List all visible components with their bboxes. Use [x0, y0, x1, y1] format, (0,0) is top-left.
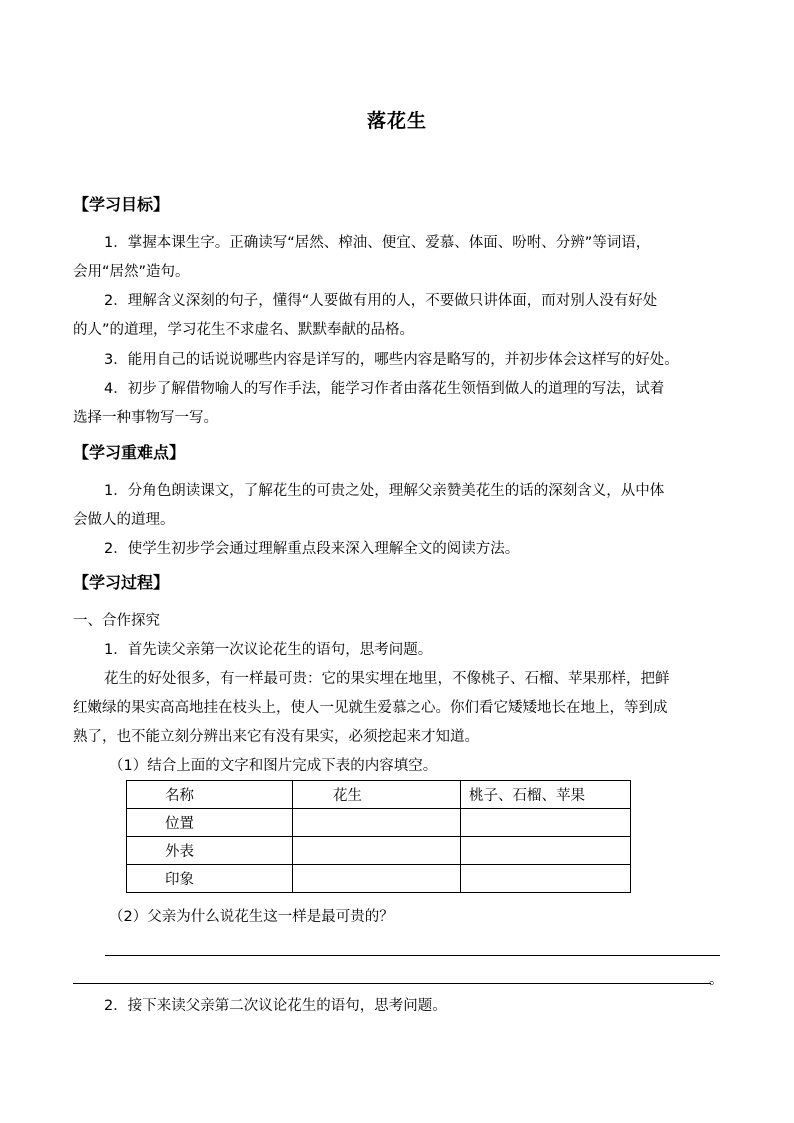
table-header: 名称: [127, 781, 293, 809]
table-cell[interactable]: [293, 837, 461, 865]
process-line: 熟了，也不能立刻分辨出来它有没有果实，必须挖起来才知道。: [73, 729, 479, 745]
table-cell[interactable]: [461, 809, 631, 837]
table-cell[interactable]: [293, 865, 461, 893]
goal-line: 1．掌握本课生字。正确读写“居然、榨油、便宜、爱慕、体面、吩咐、分辨”等词语，: [104, 235, 651, 251]
answer-line[interactable]: [73, 983, 711, 984]
answer-period: 。: [709, 972, 724, 988]
table-row-label: 印象: [127, 865, 293, 893]
table-header: 花生: [293, 781, 461, 809]
keypoint-line: 2．使学生初步学会通过理解重点段来深入理解全文的阅读方法。: [104, 541, 520, 557]
table-row-label: 位置: [127, 809, 293, 837]
table-row: [127, 809, 631, 837]
keypoint-line: 会做人的道理。: [73, 512, 175, 528]
goal-line: 选择一种事物写一写。: [73, 410, 218, 426]
page-title: 落花生: [366, 110, 427, 132]
table-cell[interactable]: [293, 809, 461, 837]
fill-in-table: [126, 780, 631, 893]
table-header: 桃子、石榴、苹果: [461, 781, 631, 809]
goal-line: 4．初步了解借物喻人的写作手法，能学习作者由落花生领悟到做人的道理的写法，试着: [104, 381, 665, 397]
keypoints-heading: 【学习重难点】: [73, 443, 186, 462]
table-row-label: 外表: [127, 837, 293, 865]
table-cell[interactable]: [461, 837, 631, 865]
table-row: [127, 865, 631, 893]
table-cell[interactable]: [461, 865, 631, 893]
goal-line: 会用“居然”造句。: [73, 264, 190, 280]
process-line: 红嫩绿的果实高高地挂在枝头上，使人一见就生爱慕之心。你们看它矮矮地长在地上，等到成: [73, 700, 668, 716]
keypoint-line: 1．分角色朗读课文，了解花生的可贵之处，理解父亲赞美花生的话的深刻含义，从中体: [104, 483, 665, 499]
process-line: 1．首先读父亲第一次议论花生的语句，思考问题。: [104, 642, 433, 658]
process-heading: 【学习过程】: [73, 573, 170, 592]
process-line: 花生的好处很多，有一样最可贵：它的果实埋在地里，不像桃子、石榴、苹果那样，把鲜: [104, 671, 670, 687]
goal-line: 2．理解含义深刻的句子，懂得“人要做有用的人，不要做只讲体面，而对别人没有好处: [104, 293, 658, 309]
process-subheading: 一、合作探究: [73, 613, 160, 629]
table-instruction: （1）结合上面的文字和图片完成下表的内容填空。: [109, 758, 438, 774]
step-2-line: 2．接下来读父亲第二次议论花生的语句，思考问题。: [104, 998, 447, 1014]
goal-line: 3．能用自己的话说说哪些内容是详写的，哪些内容是略写的，并初步体会这样写的好处。: [104, 352, 679, 368]
question-2: （2）父亲为什么说花生这一样是最可贵的？: [109, 909, 394, 925]
answer-line[interactable]: [105, 955, 720, 956]
goals-heading: 【学习目标】: [73, 195, 170, 214]
table-row: [127, 837, 631, 865]
goal-line: 的人”的道理，学习花生不求虚名、默默奉献的品格。: [73, 322, 415, 338]
table-header-row: [127, 781, 631, 809]
